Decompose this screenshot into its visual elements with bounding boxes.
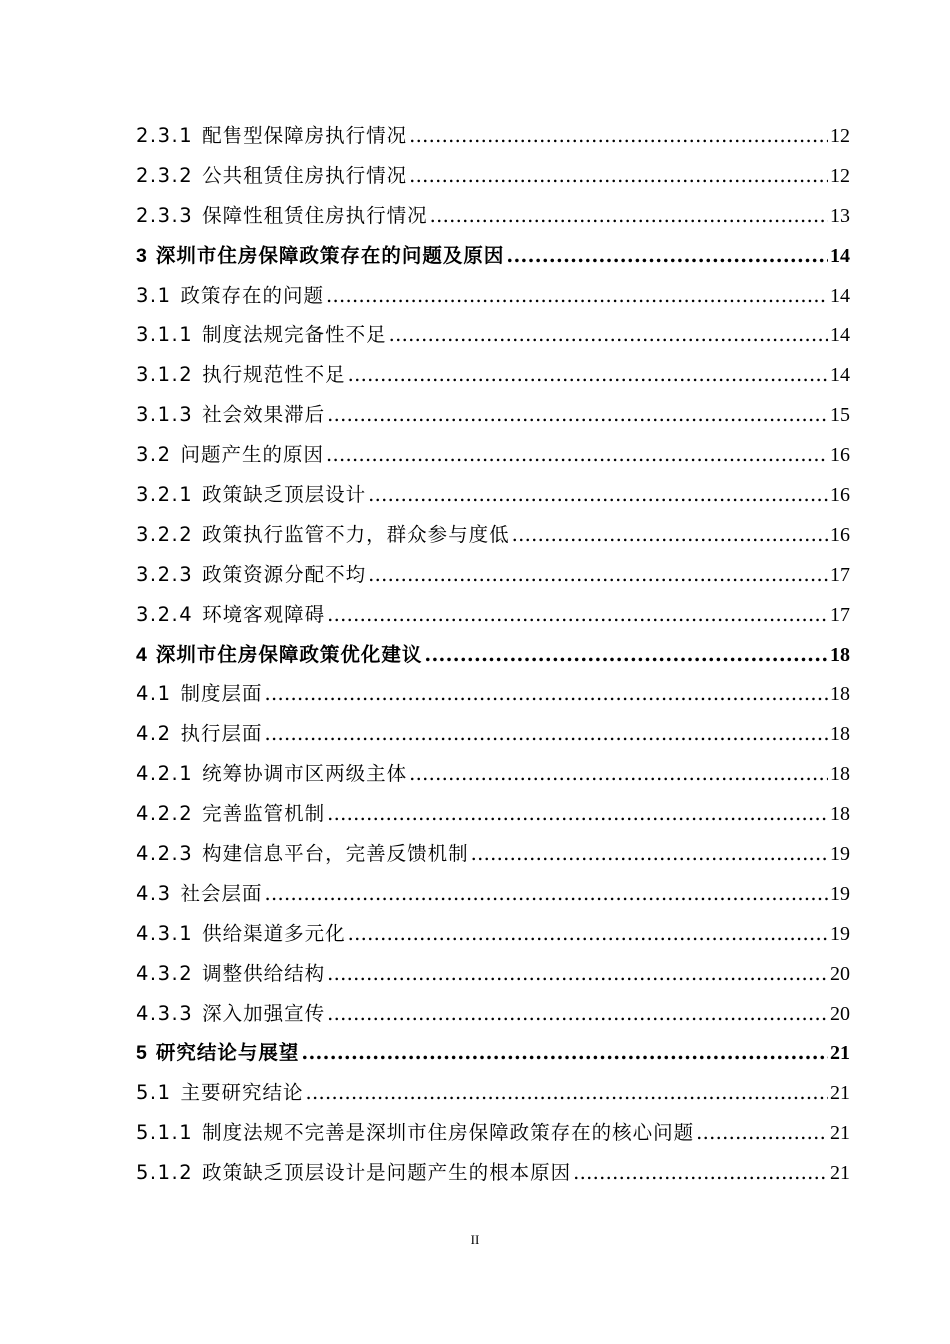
- toc-dot-leader: [409, 156, 828, 196]
- toc-entry-title: 政策资源分配不均: [202, 562, 367, 586]
- toc-entry[interactable]: [136, 794, 850, 834]
- toc-entry-title: 社会效果滞后: [202, 403, 326, 427]
- toc-entry-page: 14: [830, 324, 850, 347]
- toc-entry[interactable]: [136, 515, 850, 555]
- toc-entry-title: 执行层面: [180, 722, 263, 746]
- toc-entry-page: 16: [830, 444, 850, 467]
- toc-dot-leader: [327, 595, 828, 635]
- toc-entry[interactable]: [136, 1073, 850, 1113]
- toc-entry[interactable]: [136, 994, 850, 1034]
- toc-entry-title: 调整供给结构: [202, 961, 326, 985]
- toc-entry-number: 4.3: [136, 881, 172, 905]
- toc-dot-leader: [389, 315, 828, 355]
- toc-entry[interactable]: [136, 116, 850, 156]
- page-number-footer: II: [470, 1232, 480, 1247]
- toc-entry-number: 4.2.2: [136, 802, 194, 826]
- toc-dot-leader: [326, 276, 828, 316]
- toc-dot-leader: [327, 395, 828, 435]
- toc-entry[interactable]: [136, 874, 850, 914]
- toc-entry-title: 政策缺乏顶层设计: [202, 483, 367, 507]
- toc-entry[interactable]: [136, 156, 850, 196]
- toc-entry-title: 深圳市住房保障政策优化建议: [155, 642, 423, 666]
- toc-entry-title: 环境客观障碍: [202, 602, 326, 626]
- toc-entry-page: 19: [830, 843, 850, 866]
- toc-dot-leader: [301, 1033, 828, 1073]
- toc-dot-leader: [306, 1073, 828, 1113]
- toc-entry-number: 4.3.3: [136, 1001, 194, 1025]
- toc-entry-page: 17: [830, 563, 850, 586]
- toc-entry-number: 2.3.1: [136, 124, 194, 147]
- toc-entry[interactable]: [136, 1153, 850, 1193]
- toc-entry[interactable]: [136, 714, 850, 754]
- toc-dot-leader: [430, 196, 828, 236]
- toc-entry-number: 3.2.3: [136, 562, 194, 586]
- toc-entry-page: 21: [830, 1122, 850, 1145]
- toc-entry[interactable]: [136, 754, 850, 794]
- toc-entry-title: 深圳市住房保障政策存在的问题及原因: [155, 243, 505, 267]
- toc-entry-page: 16: [830, 484, 850, 507]
- toc-entry-page: 20: [830, 962, 850, 985]
- toc-entry-page: 20: [830, 1002, 850, 1025]
- toc-entry[interactable]: [136, 355, 850, 395]
- toc-entry-page: 18: [830, 723, 850, 746]
- toc-entry-title: 构建信息平台，完善反馈机制: [202, 842, 469, 866]
- toc-entry-page: 16: [830, 523, 850, 546]
- toc-entry-number: 3.1: [136, 283, 172, 307]
- toc-entry-page: 21: [830, 1162, 850, 1185]
- toc-dot-leader: [506, 236, 828, 276]
- toc-entry-title: 主要研究结论: [180, 1081, 304, 1105]
- toc-entry-number: 4.2.1: [136, 762, 194, 786]
- toc-dot-leader: [471, 834, 828, 874]
- toc-entry-number: 3.2.2: [136, 522, 194, 546]
- toc-dot-leader: [265, 714, 828, 754]
- toc-entry-number: 4.3.1: [136, 921, 194, 945]
- toc-entry-number: 3.1.1: [136, 323, 194, 347]
- toc-entry-number: 4.2: [136, 722, 172, 746]
- toc-entry-page: 14: [830, 284, 850, 307]
- toc-entry-number: 3.1.3: [136, 403, 194, 427]
- toc-entry-page: 14: [830, 364, 850, 387]
- toc-entry[interactable]: [136, 196, 850, 236]
- toc-dot-leader: [265, 874, 828, 914]
- toc-entry-title: 深入加强宣传: [202, 1001, 326, 1025]
- toc-entry-title: 问题产生的原因: [180, 443, 325, 467]
- toc-entry-number: 3.1.2: [136, 363, 194, 387]
- toc-entry[interactable]: [136, 674, 850, 714]
- toc-entry[interactable]: [136, 834, 850, 874]
- toc-entry-title: 政策缺乏顶层设计是问题产生的根本原因: [202, 1161, 572, 1185]
- toc-entry-title: 供给渠道多元化: [202, 921, 346, 945]
- table-of-contents: [136, 116, 850, 1193]
- toc-entry-title: 社会层面: [180, 881, 263, 905]
- toc-entry-number: 5.1.1: [136, 1121, 194, 1145]
- toc-entry-title: 保障性租赁住房执行情况: [202, 203, 428, 227]
- toc-entry-number: 3.2.4: [136, 602, 194, 626]
- toc-entry-title: 制度法规不完善是深圳市住房保障政策存在的核心问题: [202, 1121, 695, 1145]
- toc-entry-page: 12: [830, 164, 850, 187]
- toc-dot-leader: [327, 794, 828, 834]
- toc-entry-number: 3.2: [136, 443, 172, 467]
- toc-entry-title: 执行规范性不足: [202, 363, 346, 387]
- toc-dot-leader: [696, 1113, 828, 1153]
- toc-entry-number: 4.1: [136, 682, 172, 706]
- toc-entry-number: 3: [136, 244, 147, 267]
- toc-dot-leader: [326, 435, 828, 475]
- toc-entry[interactable]: [136, 435, 850, 475]
- toc-entry-page: 18: [830, 803, 850, 826]
- toc-entry-page: 19: [830, 882, 850, 905]
- toc-entry-number: 2.3.3: [136, 203, 194, 227]
- toc-entry-number: 2.3.2: [136, 163, 194, 187]
- toc-entry-page: 15: [830, 404, 850, 427]
- toc-entry-number: 4.3.2: [136, 961, 194, 985]
- toc-entry-page: 21: [830, 1082, 850, 1105]
- toc-dot-leader: [409, 116, 828, 156]
- toc-dot-leader: [348, 914, 828, 954]
- toc-entry-page: 21: [830, 1042, 850, 1065]
- toc-entry-number: 4: [136, 643, 147, 666]
- toc-dot-leader: [368, 555, 828, 595]
- toc-entry-page: 19: [830, 922, 850, 945]
- toc-entry[interactable]: [136, 315, 850, 355]
- toc-entry-page: 18: [830, 643, 850, 666]
- toc-entry-page: 13: [830, 204, 850, 227]
- toc-entry-title: 制度法规完备性不足: [202, 323, 387, 347]
- toc-dot-leader: [327, 994, 828, 1034]
- toc-dot-leader: [573, 1153, 828, 1193]
- toc-dot-leader: [409, 754, 828, 794]
- toc-dot-leader: [368, 475, 828, 515]
- toc-entry[interactable]: [136, 276, 850, 316]
- toc-chapter-entry[interactable]: [136, 236, 850, 276]
- toc-entry[interactable]: [136, 595, 850, 635]
- toc-entry-number: 3.2.1: [136, 483, 194, 507]
- toc-entry-title: 研究结论与展望: [155, 1041, 300, 1065]
- toc-entry-title: 统筹协调市区两级主体: [202, 762, 408, 786]
- toc-entry[interactable]: [136, 395, 850, 435]
- toc-entry-number: 5.1: [136, 1081, 172, 1105]
- toc-entry-title: 政策执行监管不力，群众参与度低: [202, 522, 510, 546]
- toc-dot-leader: [424, 635, 828, 675]
- toc-dot-leader: [327, 954, 828, 994]
- toc-entry[interactable]: [136, 475, 850, 515]
- toc-entry-page: 18: [830, 763, 850, 786]
- toc-dot-leader: [348, 355, 828, 395]
- toc-entry-page: 14: [830, 244, 850, 267]
- toc-chapter-entry[interactable]: [136, 1033, 850, 1073]
- toc-entry-number: 5.1.2: [136, 1161, 194, 1185]
- toc-entry[interactable]: [136, 555, 850, 595]
- toc-chapter-entry[interactable]: [136, 635, 850, 675]
- toc-entry-title: 公共租赁住房执行情况: [202, 163, 408, 187]
- toc-entry-page: 12: [830, 125, 850, 147]
- toc-dot-leader: [512, 515, 828, 555]
- toc-entry-title: 完善监管机制: [202, 802, 326, 826]
- toc-entry-title: 制度层面: [180, 682, 263, 706]
- toc-entry-title: 政策存在的问题: [180, 283, 325, 307]
- toc-dot-leader: [265, 674, 828, 714]
- toc-entry-title: 配售型保障房执行情况: [202, 124, 408, 147]
- toc-entry[interactable]: [136, 914, 850, 954]
- toc-entry-page: 18: [830, 683, 850, 706]
- toc-entry-number: 4.2.3: [136, 842, 194, 866]
- toc-entry[interactable]: [136, 1113, 850, 1153]
- toc-entry[interactable]: [136, 954, 850, 994]
- toc-entry-number: 5: [136, 1042, 147, 1065]
- toc-entry-page: 17: [830, 603, 850, 626]
